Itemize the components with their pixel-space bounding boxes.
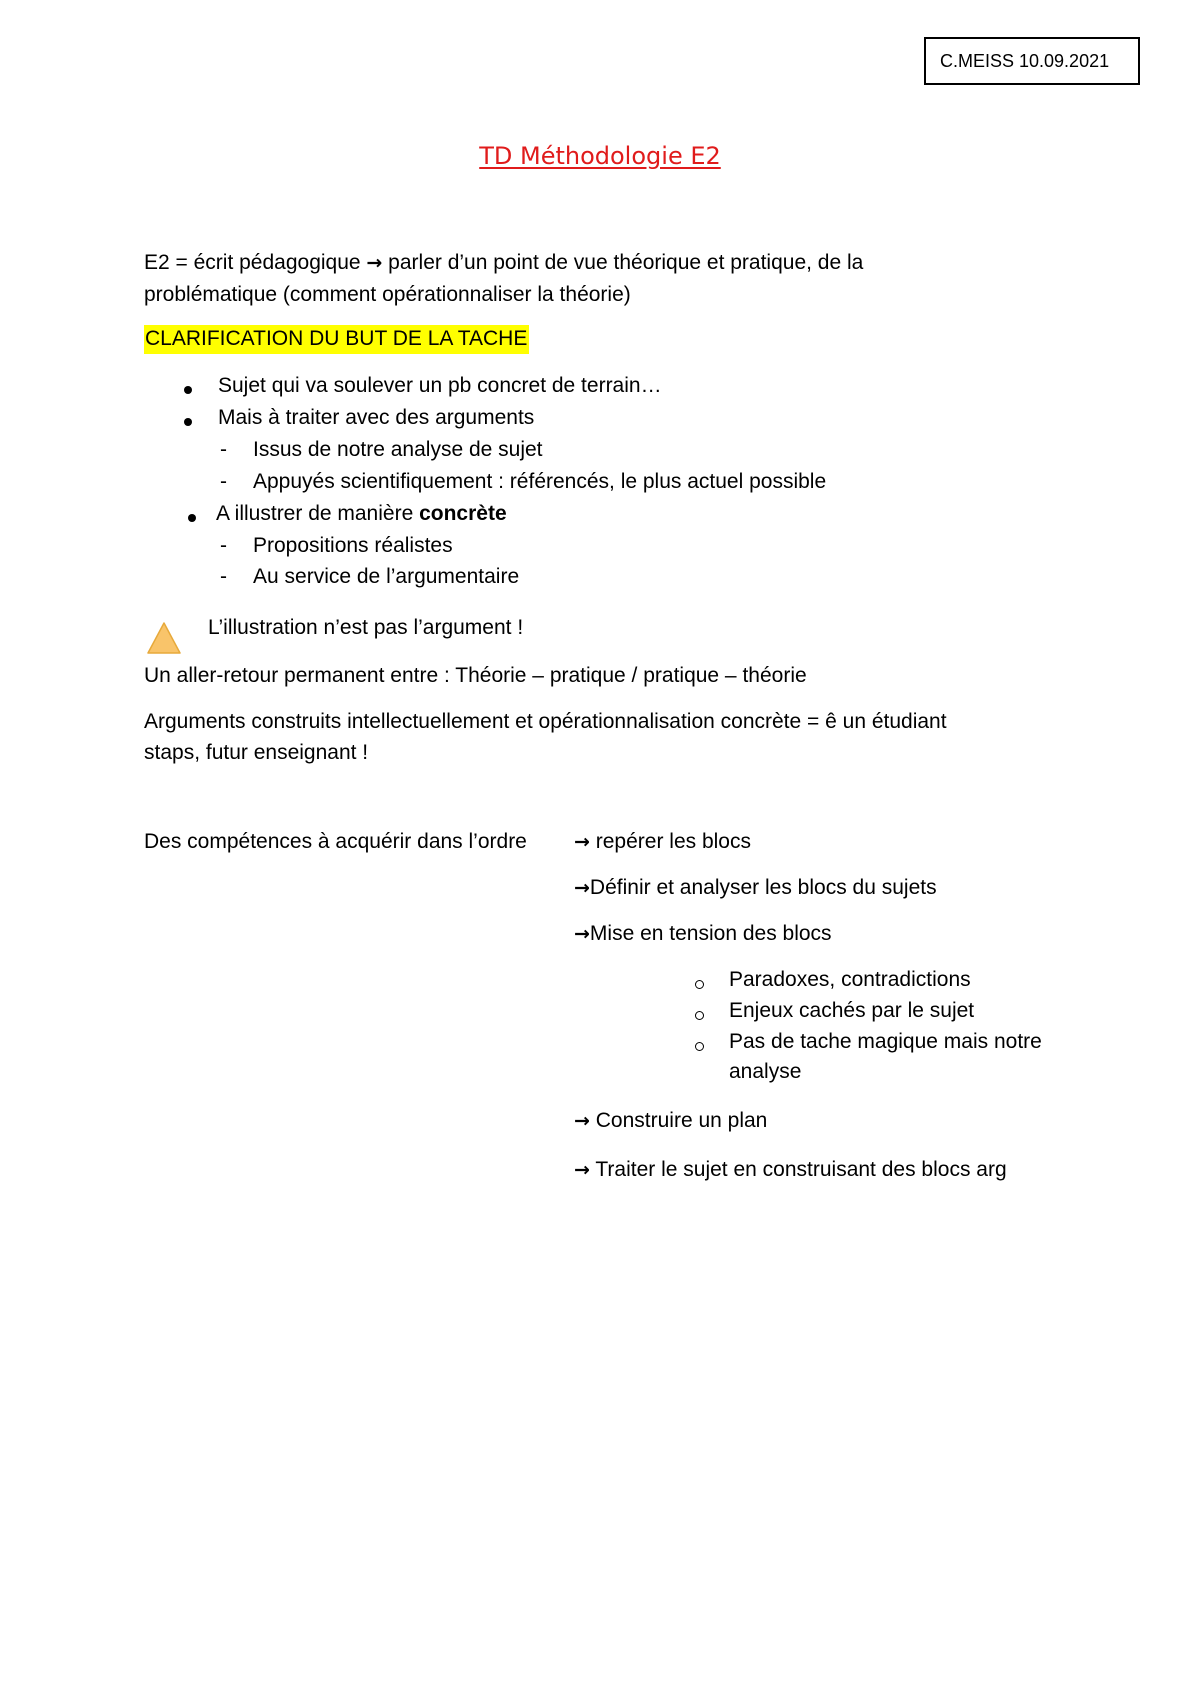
sub-competence-3-cont: analyse (729, 1060, 802, 1083)
intro-text-line2: problématique (comment opérationnaliser la théorie) (144, 283, 631, 306)
bullet-item-3 (216, 502, 507, 526)
intro-text-end: parler d’un point de vue théorique et pratique, de la (382, 251, 864, 274)
arrow-right-icon: → (574, 877, 590, 899)
aller-retour-line: Un aller-retour permanent entre : Théorie – pratique / pratique – théorie (144, 664, 807, 687)
arguments-line1: Arguments construits intellectuellement et opérationnalisation concrète = ê un étudiant (144, 710, 947, 733)
competence-step-2 (574, 876, 937, 900)
sub-item-3: Propositions réalistes (253, 534, 453, 557)
bullet-icon (188, 514, 196, 522)
circle-bullet-icon (695, 980, 704, 989)
competences-label: Des compétences à acquérir dans l’ordre (144, 830, 527, 853)
arrow-right-icon: → (366, 252, 383, 274)
circle-bullet-icon (695, 1011, 704, 1020)
competence-step-5 (574, 1158, 1007, 1182)
sub-competence-2: Enjeux cachés par le sujet (729, 999, 975, 1022)
sub-item-1: Issus de notre analyse de sujet (253, 438, 543, 461)
sub-item-4: Au service de l’argumentaire (253, 565, 520, 588)
step-4-text: Construire un plan (589, 1109, 768, 1132)
sub-item-2: Appuyés scientifiquement : référencés, le plus actuel possible (253, 470, 827, 493)
arguments-line2: staps, futur enseignant ! (144, 741, 369, 764)
arrow-right-icon: → (574, 831, 590, 853)
step-1-text: repérer les blocs (589, 830, 751, 853)
author-date-stamp: C.MEISS 10.09.2021 (924, 37, 1140, 85)
competence-step-3 (574, 922, 832, 946)
arrow-right-icon: → (574, 923, 590, 945)
competence-step-4 (574, 1109, 767, 1133)
sub-competence-1: Paradoxes, contradictions (729, 968, 971, 991)
dash-marker: - (220, 565, 227, 588)
dash-marker: - (220, 470, 227, 493)
intro-text-start: E2 = écrit pédagogique (144, 251, 367, 274)
circle-bullet-icon (695, 1042, 704, 1051)
intro-paragraph (144, 247, 1024, 310)
arguments-paragraph (144, 706, 1024, 768)
sub-competence-3: Pas de tache magique mais notre (729, 1030, 1042, 1053)
bullet-icon (184, 418, 192, 426)
section-heading (144, 327, 529, 351)
bullet-item-3-bold: concrète (419, 502, 507, 525)
bullet-item-2: Mais à traiter avec des arguments (218, 406, 535, 429)
arrow-right-icon: → (574, 1159, 590, 1181)
bullet-icon (184, 386, 192, 394)
page-title: TD Méthodologie E2 (479, 142, 721, 170)
dash-marker: - (220, 534, 227, 557)
competence-step-1 (574, 830, 751, 854)
highlighted-heading: CLARIFICATION DU BUT DE LA TACHE (144, 325, 529, 354)
step-2-text: Définir et analyser les blocs du sujets (589, 876, 937, 899)
warning-triangle-icon (146, 621, 182, 655)
bullet-item-3-text: A illustrer de manière (216, 502, 420, 525)
step-5-text: Traiter le sujet en construisant des blocs arg (589, 1158, 1007, 1181)
warning-text: L’illustration n’est pas l’argument ! (208, 616, 524, 639)
step-3-text: Mise en tension des blocs (589, 922, 832, 945)
dash-marker: - (220, 438, 227, 461)
bullet-item-1: Sujet qui va soulever un pb concret de terrain… (218, 374, 662, 397)
arrow-right-icon: → (574, 1110, 590, 1132)
